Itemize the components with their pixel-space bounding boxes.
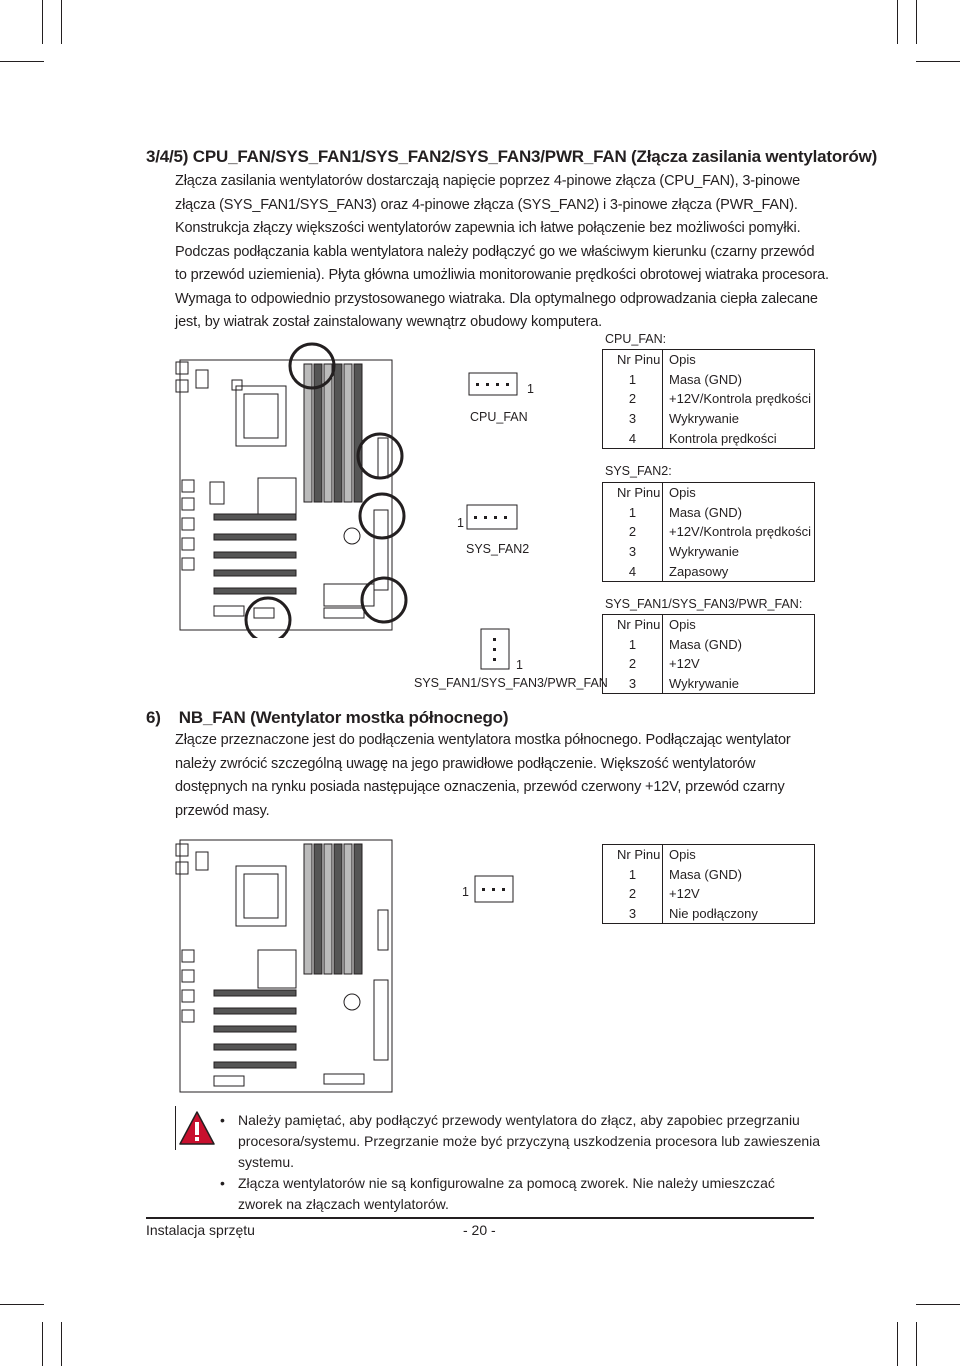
sys-fan1-label: SYS_FAN1/SYS_FAN3/PWR_FAN [414,676,608,690]
section-paragraph [175,729,791,823]
crop-mark [916,61,960,62]
paragraph-line: Konstrukcja złączy większości wentylatorów zapewnia ich łatwe połączenie bez możliwości pomyłki. [175,220,801,236]
warning-line: zworek na złączach wentylatorów. [238,1196,449,1212]
pin-table-sys-fan2 [602,482,815,582]
footer-rule [146,1217,814,1219]
paragraph-line: należy zwrócić szczególną uwagę na jego prawidłowe podłączenie. Większość wentylatorów [175,755,756,772]
pin-number: 2 [603,884,663,904]
crop-mark [0,61,44,62]
pin-number: 4 [603,429,663,449]
warning-line: procesora/systemu. Przegrzanie może być przyczyną uszkodzenia procesora lub zawieszenia [238,1133,821,1149]
pin-table-sys-fan1 [602,614,815,694]
table-header-desc: Opis [663,350,815,370]
paragraph-line: Złącze przeznaczone jest do podłączenia wentylatora mostka północnego. Podłączając wentylator [175,732,791,748]
nb-fan-connector [474,875,516,905]
pin-description: Zapasowy [663,562,815,582]
table-header-pin: Nr Pinu [603,350,663,370]
table-header-desc: Opis [663,845,815,865]
crop-mark [0,1304,44,1305]
pin-number: 4 [603,562,663,582]
table-header-pin: Nr Pinu [603,615,663,635]
pin-number: 3 [603,409,663,429]
warning-line: Złącza wentylatorów nie są konfigurowalne za pomocą zworek. Nie należy umieszczać [238,1175,775,1191]
pin-description: Wykrywanie [663,674,815,694]
sys-fan2-connector [466,504,520,534]
paragraph-line: Wymaga to odpowiednio przystosowanego wiatraka. Dla optymalnego odprowadzania ciepła zalecane [175,290,818,307]
sys-fan2-label: SYS_FAN2 [466,542,530,556]
pin-number: 2 [603,522,663,542]
pin-table-cpu-fan [602,349,815,449]
pin1-marker: 1 [462,885,469,899]
section-heading-nb-fan: 6) NB_FAN (Wentylator mostka północnego) [146,708,509,727]
page-number: - 20 - [463,1222,496,1238]
pin-description: Wykrywanie [663,542,815,562]
crop-mark [42,0,43,44]
pin-number: 3 [603,904,663,924]
warning-divider [175,1106,176,1150]
sys-fan1-connector [480,628,512,672]
pin-number: 1 [603,634,663,654]
warning-notes [220,1110,820,1215]
pin-description: +12V/Kontrola prędkości [663,522,815,542]
pin-description: Masa (GND) [663,864,815,884]
table-header-pin: Nr Pinu [603,845,663,865]
pin-number: 2 [603,654,663,674]
paragraph-line: dostępnych na rynku posiada następujące oznaczenia, przewód czerwony +12V, przewód czarny [175,779,785,795]
pin-number: 1 [603,864,663,884]
pin-number: 2 [603,389,663,409]
pin-description: Masa (GND) [663,634,815,654]
table-header-desc: Opis [663,483,815,503]
crop-mark [916,1322,917,1366]
warning-line: systemu. [238,1154,295,1170]
pin-number: 3 [603,542,663,562]
warning-icon [178,1110,216,1146]
pin1-marker: 1 [527,382,534,396]
paragraph-line: Złącza zasilania wentylatorów dostarczają napięcie poprzez 4-pinowe złącza (CPU_FAN), 3-pinowe [175,173,801,189]
list-item [220,1173,820,1215]
crop-mark [916,0,917,44]
pin-description: +12V [663,654,815,674]
crop-mark [916,1304,960,1305]
warning-line: Należy pamiętać, aby podłączyć przewody wentylatora do złącz, aby zapobiec przegrzaniu [238,1112,800,1128]
table-header-pin: Nr Pinu [603,483,663,503]
table-title-sys-fan2: SYS_FAN2: [605,464,672,478]
footer-section-name: Instalacja sprzętu [146,1222,255,1238]
pin1-marker: 1 [457,516,464,530]
crop-mark [897,1322,898,1366]
pin-description: Masa (GND) [663,502,815,522]
paragraph-line: przewód masy. [175,802,270,819]
table-header-desc: Opis [663,615,815,635]
pin-number: 1 [603,502,663,522]
crop-mark [897,0,898,44]
paragraph-line: złącza (SYS_FAN1/SYS_FAN3) oraz 4-pinowe złącza (SYS_FAN2) i 3-pinowe złącza (PWR_FAN). [175,196,798,213]
paragraph-line: Podczas podłączania kabla wentylatora należy podłączyć go we właściwym kierunku (czarny przewód [175,243,815,260]
section-heading-fan-headers: 3/4/5) CPU_FAN/SYS_FAN1/SYS_FAN2/SYS_FAN3/PWR_FAN (Złącza zasilania wentylatorów) [146,147,878,166]
pin-description: Kontrola prędkości [663,429,815,449]
bullet: • [220,1112,225,1128]
pin-number: 3 [603,674,663,694]
bullet: • [220,1175,225,1191]
paragraph-line: jest, by wiatrak został zainstalowany wewnątrz obudowy komputera. [175,314,603,330]
list-item [220,1110,820,1173]
cpu-fan-label: CPU_FAN [470,410,528,424]
motherboard-diagram [174,830,414,1100]
table-title-cpu-fan: CPU_FAN: [605,332,667,346]
paragraph-line: to przewód uziemienia). Płyta główna umożliwia monitorowanie prędkości obrotowej wiatraka procesora. [175,267,829,283]
pin-number: 1 [603,369,663,389]
pin-description: +12V [663,884,815,904]
crop-mark [61,0,62,44]
section-paragraph [175,170,829,335]
cpu-fan-connector [468,372,520,398]
pin-description: +12V/Kontrola prędkości [663,389,815,409]
crop-mark [42,1322,43,1366]
pin-description: Masa (GND) [663,369,815,389]
pin1-marker: 1 [516,658,523,672]
crop-mark [61,1322,62,1366]
table-title-sys-fan1: SYS_FAN1/SYS_FAN3/PWR_FAN: [605,597,803,611]
pin-table-nb-fan [602,844,815,924]
pin-description: Wykrywanie [663,409,815,429]
pin-description: Nie podłączony [663,904,815,924]
motherboard-diagram [174,338,414,638]
